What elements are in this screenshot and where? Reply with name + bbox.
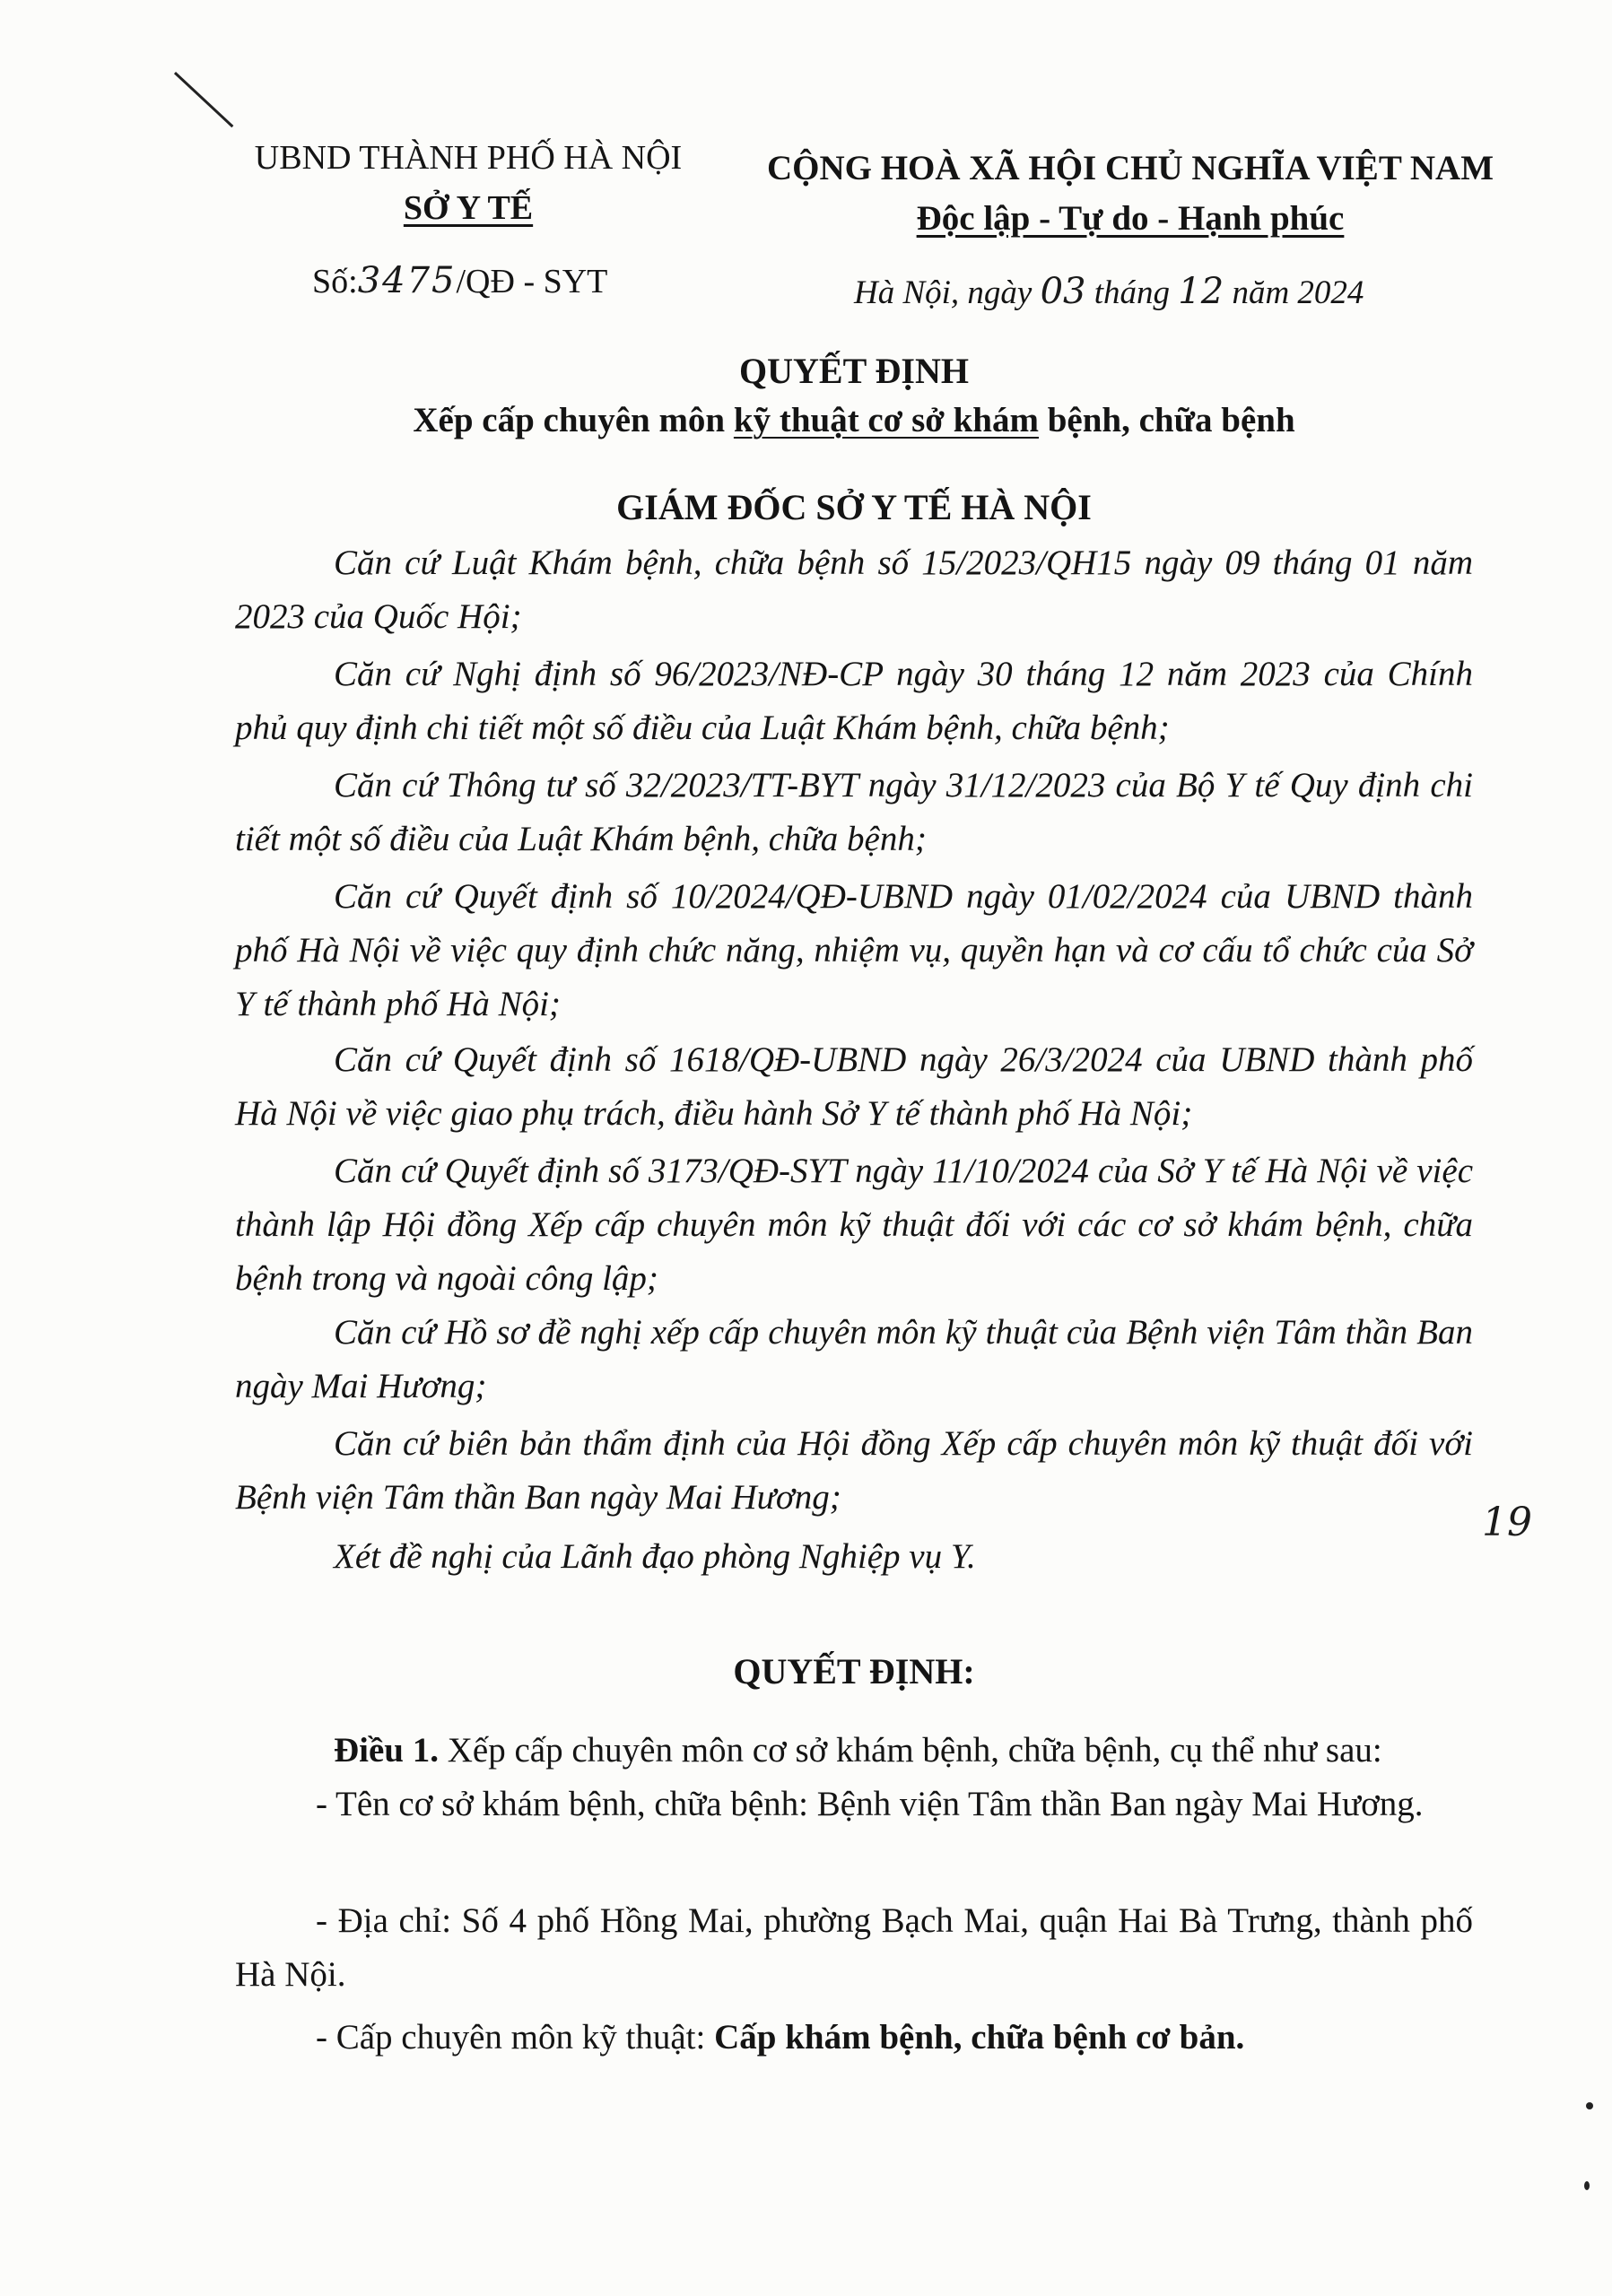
document-title: QUYẾT ĐỊNH	[739, 351, 969, 391]
basis-6: Căn cứ Quyết định số 3173/QĐ-SYT ngày 11/10/2024 của Sở Y tế Hà Nội về việc thành lập Hội đồng Xếp cấp chuyên môn kỹ thuật đối với các cơ sở khám bệnh, chữa bệnh trong và ngoài công lập;	[235, 1152, 1473, 1298]
basis-1: Căn cứ Luật Khám bệnh, chữa bệnh số 15/2023/QH15 ngày 09 tháng 01 năm 2023 của Quốc Hội;	[235, 544, 1473, 636]
scan-speck	[1586, 2102, 1593, 2109]
subtitle-part3: bệnh, chữa bệnh	[1038, 401, 1295, 439]
date-month: 12	[1178, 271, 1224, 312]
technical-level-value: Cấp khám bệnh, chữa bệnh cơ bản.	[714, 2018, 1245, 2057]
agency-block	[235, 133, 701, 233]
doc-number-handwritten: 3475	[357, 260, 457, 301]
document-number	[312, 260, 607, 301]
document-date	[854, 271, 1364, 312]
doc-number-prefix: Số:	[312, 263, 358, 300]
nation-line1: CỘNG HOÀ XÃ HỘI CHỦ NGHĨA VIỆT NAM	[766, 149, 1494, 187]
basis-7: Căn cứ Hồ sơ đề nghị xếp cấp chuyên môn kỹ thuật của Bệnh viện Tâm thần Ban ngày Mai Hương;	[235, 1313, 1473, 1405]
facility-address: - Địa chỉ: Số 4 phố Hồng Mai, phường Bạch Mai, quận Hai Bà Trưng, thành phố Hà Nội.	[235, 1901, 1473, 1994]
date-day: 03	[1040, 271, 1086, 312]
pen-stroke-mark	[174, 72, 233, 127]
basis-3: Căn cứ Thông tư số 32/2023/TT-BYT ngày 31/12/2023 của Bộ Y tế Quy định chi tiết một số điều của Luật Khám bệnh, chữa bệnh;	[235, 766, 1473, 858]
document-subtitle	[235, 400, 1473, 440]
subtitle-part1: Xếp cấp chuyên môn	[413, 401, 734, 439]
basis-8: Căn cứ biên bản thẩm định của Hội đồng Xếp cấp chuyên môn kỹ thuật đối với Bệnh viện Tâm thần Ban ngày Mai Hương;	[235, 1424, 1473, 1517]
subtitle-part2: kỹ thuật cơ sở khám	[733, 401, 1039, 439]
technical-level	[235, 2011, 1473, 2065]
date-month-label: tháng	[1094, 274, 1171, 311]
date-prefix: Hà Nội, ngày	[854, 274, 1033, 311]
basis-2: Căn cứ Nghị định số 96/2023/NĐ-CP ngày 30 tháng 12 năm 2023 của Chính phủ quy định chi tiết một số điều của Luật Khám bệnh, chữa bệnh;	[235, 655, 1473, 747]
margin-handwritten-note: 19	[1482, 1500, 1532, 1545]
issuing-authority: GIÁM ĐỐC SỞ Y TẾ HÀ NỘI	[616, 487, 1092, 527]
article-1-text: Xếp cấp chuyên môn cơ sở khám bệnh, chữa bệnh, cụ thể như sau:	[439, 1731, 1382, 1770]
basis-5: Căn cứ Quyết định số 1618/QĐ-UBND ngày 26/3/2024 của UBND thành phố Hà Nội về việc giao phụ trách, điều hành Sở Y tế thành phố Hà Nội;	[235, 1040, 1473, 1133]
technical-level-label: - Cấp chuyên môn kỹ thuật:	[316, 2018, 715, 2057]
doc-number-suffix: /QĐ - SYT	[456, 263, 608, 300]
national-motto-block	[754, 144, 1507, 244]
basis-9: Xét đề nghị của Lãnh đạo phòng Nghiệp vụ Y.	[334, 1537, 976, 1576]
article-1	[235, 1724, 1473, 1778]
nation-line2: Độc lập - Tự do - Hạnh phúc	[916, 199, 1345, 238]
agency-line2: SỞ Y TẾ	[403, 189, 534, 227]
decision-heading: QUYẾT ĐỊNH:	[733, 1651, 975, 1692]
facility-name: - Tên cơ sở khám bệnh, chữa bệnh: Bệnh viện Tâm thần Ban ngày Mai Hương.	[316, 1785, 1424, 1823]
scan-speck	[1584, 2181, 1590, 2190]
agency-line1: UBND THÀNH PHỐ HÀ NỘI	[254, 139, 683, 177]
date-year: năm 2024	[1232, 274, 1364, 311]
basis-4: Căn cứ Quyết định số 10/2024/QĐ-UBND ngày 01/02/2024 của UBND thành phố Hà Nội về việc quy định chức năng, nhiệm vụ, quyền hạn và cơ cấu tổ chức của Sở Y tế thành phố Hà Nội;	[235, 877, 1473, 1023]
article-1-label: Điều 1.	[334, 1731, 439, 1770]
